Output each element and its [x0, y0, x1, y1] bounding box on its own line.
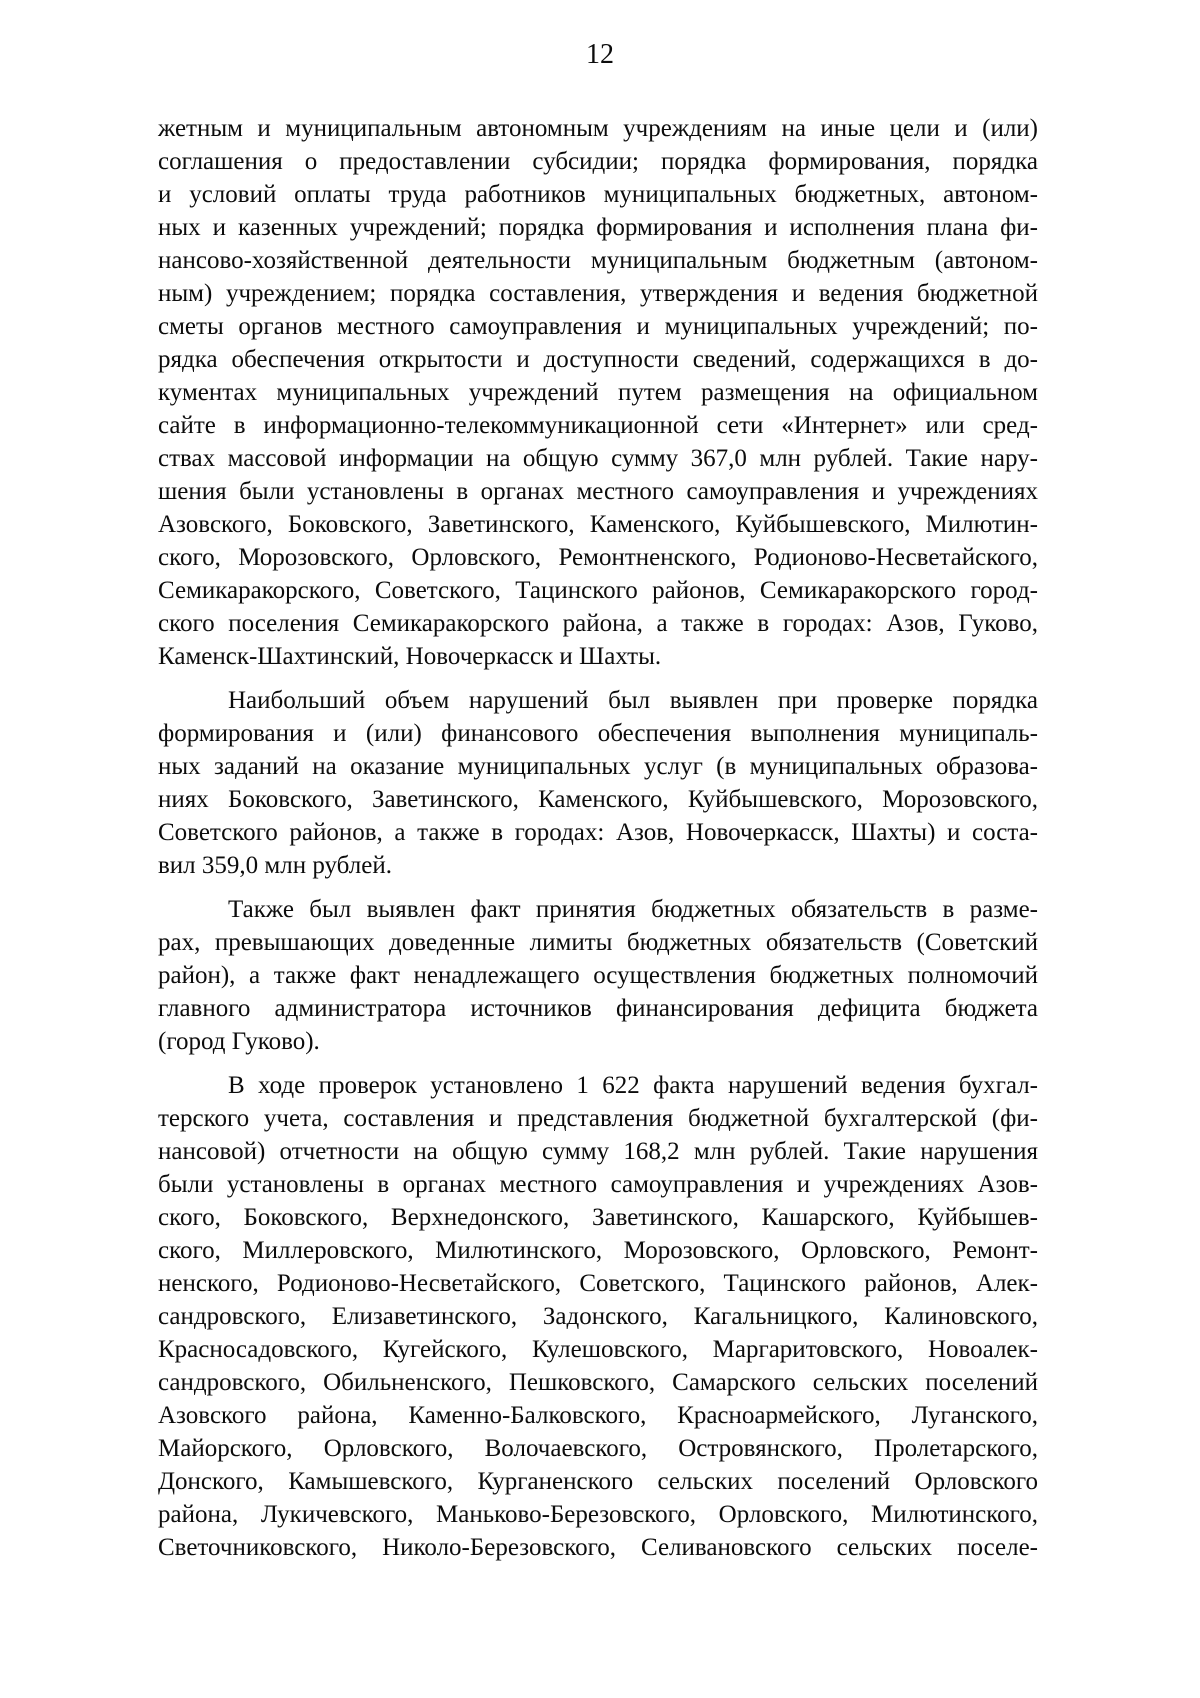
text-line: сандровского, Елизаветинского, Задонского, Кагальницкого, Калиновского, — [158, 1303, 1038, 1330]
text-line: кументах муниципальных учреждений путем размещения на официальном — [158, 379, 1038, 406]
text-line: ского, Морозовского, Орловского, Ремонтненского, Родионово-Несветайского, — [158, 544, 1038, 571]
text-line: шения были установлены в органах местного самоуправления и учреждениях — [158, 478, 1038, 505]
text-line: Азовского района, Каменно-Балковского, Красноармейского, Луганского, — [158, 1402, 1038, 1429]
text-line: ствах массовой информации на общую сумму 367,0 млн рублей. Такие нару- — [158, 445, 1038, 472]
text-line: Наибольший объем нарушений был выявлен при проверке порядка — [228, 687, 1038, 714]
text-line: сайте в информационно-телекоммуникационной сети «Интернет» или сред- — [158, 412, 1038, 439]
text-line: Каменск-Шахтинский, Новочеркасск и Шахты. — [158, 643, 662, 670]
text-line: ского поселения Семикаракорского района, а также в городах: Азов, Гуково, — [158, 610, 1038, 637]
text-line: Также был выявлен факт принятия бюджетных обязательств в разме- — [228, 896, 1038, 923]
text-line: сметы органов местного самоуправления и муниципальных учреждений; по- — [158, 313, 1038, 340]
text-line: жетным и муниципальным автономным учреждениям на иные цели и (или) — [158, 115, 1038, 142]
text-line: ненского, Родионово-Несветайского, Советского, Тацинского районов, Алек- — [158, 1270, 1038, 1297]
text-line: и условий оплаты труда работников муниципальных бюджетных, автоном- — [158, 181, 1038, 208]
text-line: ных и казенных учреждений; порядка формирования и исполнения плана фи- — [158, 214, 1038, 241]
text-line: Азовского, Боковского, Заветинского, Каменского, Куйбышевского, Милютин- — [158, 511, 1038, 538]
text-line: ского, Боковского, Верхнедонского, Заветинского, Кашарского, Куйбышев- — [158, 1204, 1038, 1231]
text-line: ных заданий на оказание муниципальных услуг (в муниципальных образова- — [158, 753, 1038, 780]
text-line: ского, Миллеровского, Милютинского, Морозовского, Орловского, Ремонт- — [158, 1237, 1038, 1264]
text-line: Светочниковского, Николо-Березовского, Селивановского сельских поселе- — [158, 1534, 1038, 1561]
text-line: рах, превышающих доведенные лимиты бюджетных обязательств (Советский — [158, 929, 1038, 956]
text-line: нансовой) отчетности на общую сумму 168,2 млн рублей. Такие нарушения — [158, 1138, 1038, 1165]
text-line: терского учета, составления и представления бюджетной бухгалтерской (фи- — [158, 1105, 1038, 1132]
text-line: Майорского, Орловского, Волочаевского, Островянского, Пролетарского, — [158, 1435, 1038, 1462]
text-line: нансово-хозяйственной деятельности муниципальным бюджетным (автоном- — [158, 247, 1038, 274]
document-body — [158, 112, 1038, 1564]
text-line: В ходе проверок установлено 1 622 факта нарушений ведения бухгал- — [228, 1072, 1038, 1099]
paragraph — [158, 1069, 1038, 1564]
text-line: рядка обеспечения открытости и доступности сведений, содержащихся в до- — [158, 346, 1038, 373]
text-line: сандровского, Обильненского, Пешковского, Самарского сельских поселений — [158, 1369, 1038, 1396]
text-line: район), а также факт ненадлежащего осуществления бюджетных полномочий — [158, 962, 1038, 989]
page-number: 12 — [586, 39, 614, 70]
paragraph — [158, 112, 1038, 673]
text-line: района, Лукичевского, Маньково-Березовского, Орловского, Милютинского, — [158, 1501, 1038, 1528]
text-line: были установлены в органах местного самоуправления и учреждениях Азов- — [158, 1171, 1038, 1198]
text-line: соглашения о предоставлении субсидии; порядка формирования, порядка — [158, 148, 1038, 175]
paragraph — [158, 684, 1038, 882]
text-line: (город Гуково). — [158, 1028, 320, 1055]
text-line: вил 359,0 млн рублей. — [158, 852, 392, 879]
text-line: Советского районов, а также в городах: Азов, Новочеркасск, Шахты) и соста- — [158, 819, 1038, 846]
text-line: ным) учреждением; порядка составления, утверждения и ведения бюджетной — [158, 280, 1038, 307]
paragraph — [158, 893, 1038, 1058]
text-line: ниях Боковского, Заветинского, Каменского, Куйбышевского, Морозовского, — [158, 786, 1038, 813]
text-line: Красносадовского, Кугейского, Кулешовского, Маргаритовского, Новоалек- — [158, 1336, 1038, 1363]
text-line: Семикаракорского, Советского, Тацинского районов, Семикаракорского город- — [158, 577, 1038, 604]
text-line: формирования и (или) финансового обеспечения выполнения муниципаль- — [158, 720, 1038, 747]
text-line: Донского, Камышевского, Курганенского сельских поселений Орловского — [158, 1468, 1038, 1495]
text-line: главного администратора источников финансирования дефицита бюджета — [158, 995, 1038, 1022]
